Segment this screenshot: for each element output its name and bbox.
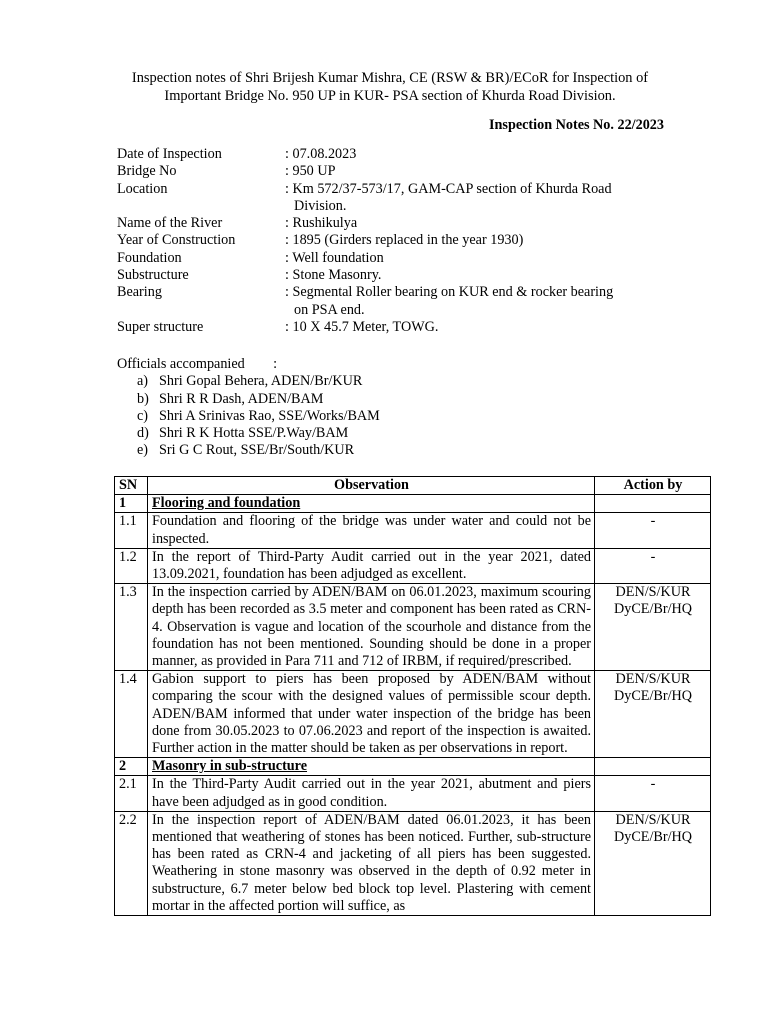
detail-label: Year of Construction [117, 232, 236, 249]
officials-list [117, 373, 677, 459]
detail-row-bearing [117, 284, 677, 319]
table-row [115, 548, 711, 583]
detail-value: : Segmental Roller bearing on KUR end & rocker bearing on PSA end. [285, 284, 614, 318]
row-observation: In the report of Third-Party Audit carried out in the year 2021, dated 13.09.2021, foundation has been adjudged as excellent. [148, 548, 595, 583]
detail-label: Location [117, 180, 168, 197]
detail-label: Substructure [117, 267, 189, 284]
list-item: b) Shri R R Dash, ADEN/BAM [137, 390, 324, 407]
list-item: a) Shri Gopal Behera, ADEN/Br/KUR [137, 373, 363, 390]
table-row [115, 584, 711, 671]
detail-row-foundation [117, 250, 677, 267]
row-sn: 1.1 [115, 513, 148, 548]
officials-accompanied [117, 356, 677, 460]
table-row [115, 671, 711, 758]
row-sn: 1.3 [115, 584, 148, 671]
section-title: Masonry in sub-structure [148, 758, 595, 776]
detail-label: Bridge No [117, 163, 177, 180]
header-observation: Observation [148, 477, 595, 495]
section-row [115, 758, 711, 776]
list-item: e) Sri G C Rout, SSE/Br/South/KUR [137, 442, 355, 459]
row-action: - [595, 776, 711, 811]
detail-row-bridge-no [117, 163, 677, 180]
table-header-row [115, 477, 711, 495]
row-observation: In the Third-Party Audit carried out in the year 2021, abutment and piers have been adjudged as in good condition. [148, 776, 595, 811]
detail-value: : Rushikulya [285, 215, 358, 232]
detail-label: Super structure [117, 318, 204, 335]
table-row [115, 513, 711, 548]
table-row [115, 776, 711, 811]
detail-value: : Km 572/37-573/17, GAM-CAP section of Khurda Road Division. [285, 180, 612, 214]
row-observation: In the inspection carried by ADEN/BAM on 06.01.2023, maximum scouring depth has been recorded as 3.5 meter and component has been rated as CRN-4. Observation is vague and location of the scourhole and distance from the foundation has not been mentioned. Sounding should be done in a proper manner, as provided in Para 711 and 712 of IRBM, if required/prescribed. [148, 584, 595, 671]
detail-value: : Stone Masonry. [285, 267, 382, 284]
detail-label: Date of Inspection [117, 146, 222, 162]
row-action: DEN/S/KUR DyCE/Br/HQ [595, 671, 711, 758]
section-number: 2 [115, 758, 148, 776]
header-action-by: Action by [595, 477, 711, 495]
row-observation: In the inspection report of ADEN/BAM dated 06.01.2023, it has been mentioned that weathering of stones has been noticed. Further, sub-structure has been rated as CRN-4 and jacketing of all piers has been suggested. Weathering in stone masonry was observed in the depth of 0.92 meter in substructure, 6.7 meter below bed block top level. Plastering with cement mortar in the affected portion will suffice, as [148, 811, 595, 915]
row-action: - [595, 513, 711, 548]
document-title [100, 69, 680, 105]
row-action: DEN/S/KUR DyCE/Br/HQ [595, 584, 711, 671]
detail-value: : Well foundation [285, 249, 384, 266]
header-sn: SN [115, 477, 148, 495]
detail-row-date [117, 146, 677, 163]
detail-value: : 07.08.2023 [285, 146, 357, 162]
section-row [115, 495, 711, 513]
row-sn: 1.2 [115, 548, 148, 583]
officials-heading: Officials accompanied : [117, 356, 278, 372]
detail-label: Bearing [117, 284, 162, 301]
detail-value: : 1895 (Girders replaced in the year 1930) [285, 232, 524, 249]
bridge-details [117, 146, 677, 336]
observations-table [114, 476, 711, 916]
detail-row-substructure [117, 267, 677, 284]
detail-value: : 10 X 45.7 Meter, TOWG. [285, 318, 439, 335]
row-observation: Foundation and flooring of the bridge was under water and could not be inspected. [148, 513, 595, 548]
detail-label: Foundation [117, 249, 182, 266]
table-row [115, 811, 711, 915]
inspection-notes-number: Inspection Notes No. 22/2023 [489, 117, 664, 133]
row-observation: Gabion support to piers has been proposed by ADEN/BAM without comparing the scour with the designed values of permissible scour depth. ADEN/BAM informed that under water inspection of the bridge has been done from 30.05.2023 to 07.06.2023 and report of the inspection is awaited. Further action in the matter should be taken as per observations in report. [148, 671, 595, 758]
section-action [595, 758, 711, 776]
row-sn: 2.2 [115, 811, 148, 915]
row-action: - [595, 548, 711, 583]
detail-row-year [117, 232, 677, 249]
detail-label: Name of the River [117, 215, 223, 232]
detail-row-river [117, 215, 677, 232]
row-sn: 2.1 [115, 776, 148, 811]
section-action [595, 495, 711, 513]
title-line-2: Important Bridge No. 950 UP in KUR- PSA section of Khurda Road Division. [164, 88, 616, 104]
row-sn: 1.4 [115, 671, 148, 758]
detail-row-superstructure [117, 319, 677, 336]
section-number: 1 [115, 495, 148, 513]
list-item: d) Shri R K Hotta SSE/P.Way/BAM [137, 425, 349, 442]
row-action: DEN/S/KUR DyCE/Br/HQ [595, 811, 711, 915]
list-item: c) Shri A Srinivas Rao, SSE/Works/BAM [137, 407, 380, 424]
title-line-1: Inspection notes of Shri Brijesh Kumar Mishra, CE (RSW & BR)/ECoR for Inspection of [131, 70, 649, 86]
section-title: Flooring and foundation [148, 495, 595, 513]
detail-row-location [117, 181, 677, 216]
detail-value: : 950 UP [285, 163, 336, 180]
